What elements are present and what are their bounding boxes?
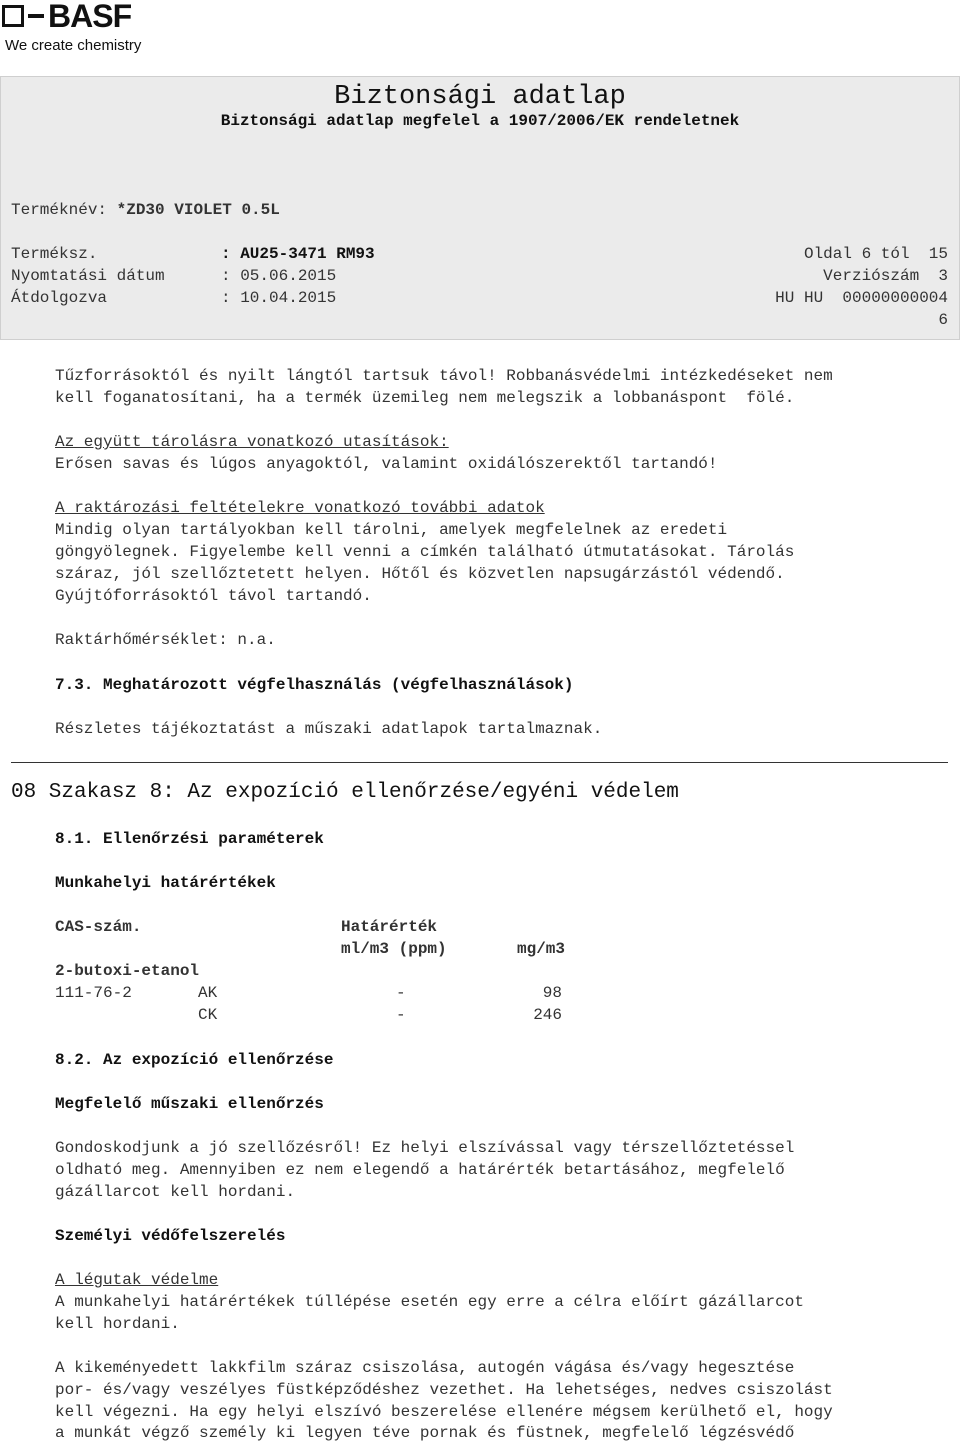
- table-cas-number: 111-76-2: [55, 984, 132, 1002]
- ppe-heading: Személyi védőfelszerelés: [55, 1227, 286, 1245]
- respiratory-heading: A légutak védelme: [55, 1271, 219, 1289]
- further-storage-line-4: Gyújtóforrásoktól távol tartandó.: [55, 587, 372, 605]
- storage-temperature: Raktárhőmérséklet: n.a.: [55, 631, 276, 649]
- fire-precaution-line-1: Tűzforrásoktól és nyilt lángtól tartsuk távol! Robbanásvédelmi intézkedéseket nem: [55, 367, 833, 385]
- coexist-storage-text: Erősen savas és lúgos anyagoktól, valamint oxidálószerektől tartandó!: [55, 455, 718, 473]
- section-8-title: 08 Szakasz 8: Az expozíció ellenőrzése/egyéni védelem: [11, 781, 679, 804]
- logo-wordmark: BASF: [48, 0, 132, 34]
- fire-precaution-line-2: kell foganatosítani, ha a termék üzemileg nem melegszik a lobbanáspont fölé.: [55, 389, 795, 407]
- header-label-revised: Átdolgozva: [11, 289, 108, 307]
- further-storage-heading: A raktározási feltételekre vonatkozó további adatok: [55, 499, 545, 517]
- respiratory-extra-line-2: por- és/vagy veszélyes füstképződéshez vezethet. Ha lehetséges, nedves csiszolást: [55, 1381, 833, 1399]
- end-use-text: Részletes tájékoztatást a műszaki adatlapok tartalmaznak.: [55, 720, 603, 738]
- technical-control-line-3: gázállarcot kell hordani.: [55, 1183, 296, 1201]
- document-title: Biztonsági adatlap: [334, 82, 626, 112]
- header-value-revised: : 10.04.2015: [221, 289, 337, 307]
- table-header-mg: mg/m3: [517, 940, 566, 958]
- table-header-limit: Határérték: [341, 918, 438, 936]
- workplace-limits-heading: Munkahelyi határértékek: [55, 874, 276, 892]
- respiratory-extra-line-1: A kikeményedett lakkfilm száraz csiszolása, autogén vágása és/vagy hegesztése: [55, 1359, 795, 1377]
- table-header-cas: CAS-szám.: [55, 918, 142, 936]
- document-subtitle: Biztonsági adatlap megfelel a 1907/2006/EK rendeletnek: [220, 112, 740, 130]
- table-row-type: AK: [198, 984, 218, 1002]
- technical-control-heading: Megfelelő műszaki ellenőrzés: [55, 1095, 324, 1113]
- end-use-heading: 7.3. Meghatározott végfelhasználás (végfelhasználások): [55, 676, 574, 694]
- section-divider: [11, 762, 948, 763]
- coexist-storage-heading: Az együtt tárolásra vonatkozó utasítások:: [55, 433, 449, 451]
- table-row-ppm: -: [396, 1006, 406, 1024]
- table-row-mg: 246: [533, 1006, 562, 1024]
- technical-control-line-1: Gondoskodjunk a jó szellőzésről! Ez helyi elszívással vagy térszellőztetéssel: [55, 1139, 795, 1157]
- table-row-ppm: -: [396, 984, 406, 1002]
- product-label: Terméknév:: [11, 201, 117, 219]
- further-storage-line-1: Mindig olyan tartályokban kell tárolni, amelyek megfelelnek az eredeti: [55, 521, 728, 539]
- header-country-code: HU HU 00000000004: [775, 289, 948, 307]
- header-label-print-date: Nyomtatási dátum: [11, 267, 165, 285]
- further-storage-line-3: száraz, jól szellőztetett helyen. Hőtől és közvetlen napsugárzástól védendő.: [55, 565, 785, 583]
- basf-logo: [2, 0, 202, 58]
- logo-tagline: We create chemistry: [5, 37, 142, 54]
- header-page-info: Oldal 6 tól 15: [803, 245, 948, 263]
- product-name-line: [11, 199, 280, 221]
- header-label-product-number: Terméksz.: [11, 245, 98, 263]
- header-trailing-number: 6: [938, 311, 948, 329]
- further-storage-line-2: göngyölegnek. Figyelembe kell venni a címkén található útmutatásokat. Tárolás: [55, 543, 795, 561]
- logo-dash-icon: [28, 14, 44, 18]
- product-name: *ZD30 VIOLET 0.5L: [116, 201, 280, 219]
- header-value-print-date: : 05.06.2015: [221, 267, 337, 285]
- logo-square-icon: [2, 5, 24, 27]
- technical-control-line-2: oldható meg. Amennyiben ez nem elegendő a határérték betartásához, megfelelő: [55, 1161, 785, 1179]
- header-version: Verziószám 3: [823, 267, 948, 285]
- respiratory-extra-line-4: a munkát végző személy ki legyen téve pornak és füstnek, megfelelő légzésvédő: [55, 1424, 795, 1442]
- section-8-1-heading: 8.1. Ellenőrzési paraméterek: [55, 830, 324, 848]
- table-substance-name: 2-butoxi-etanol: [55, 962, 200, 980]
- table-row-mg: 98: [542, 984, 562, 1002]
- respiratory-line-1: A munkahelyi határértékek túllépése esetén egy erre a célra előírt gázállarcot: [55, 1293, 804, 1311]
- respiratory-extra-line-3: kell végezni. Ha egy helyi elszívó beszerelése ellenére mégsem kerülhető el, hogy: [55, 1403, 833, 1421]
- header-value-product-number: : AU25-3471 RM93: [221, 245, 375, 263]
- respiratory-line-2: kell hordani.: [55, 1315, 180, 1333]
- table-row-type: CK: [198, 1006, 218, 1024]
- section-8-2-heading: 8.2. Az expozíció ellenőrzése: [55, 1051, 334, 1069]
- table-header-ppm: ml/m3 (ppm): [341, 940, 447, 958]
